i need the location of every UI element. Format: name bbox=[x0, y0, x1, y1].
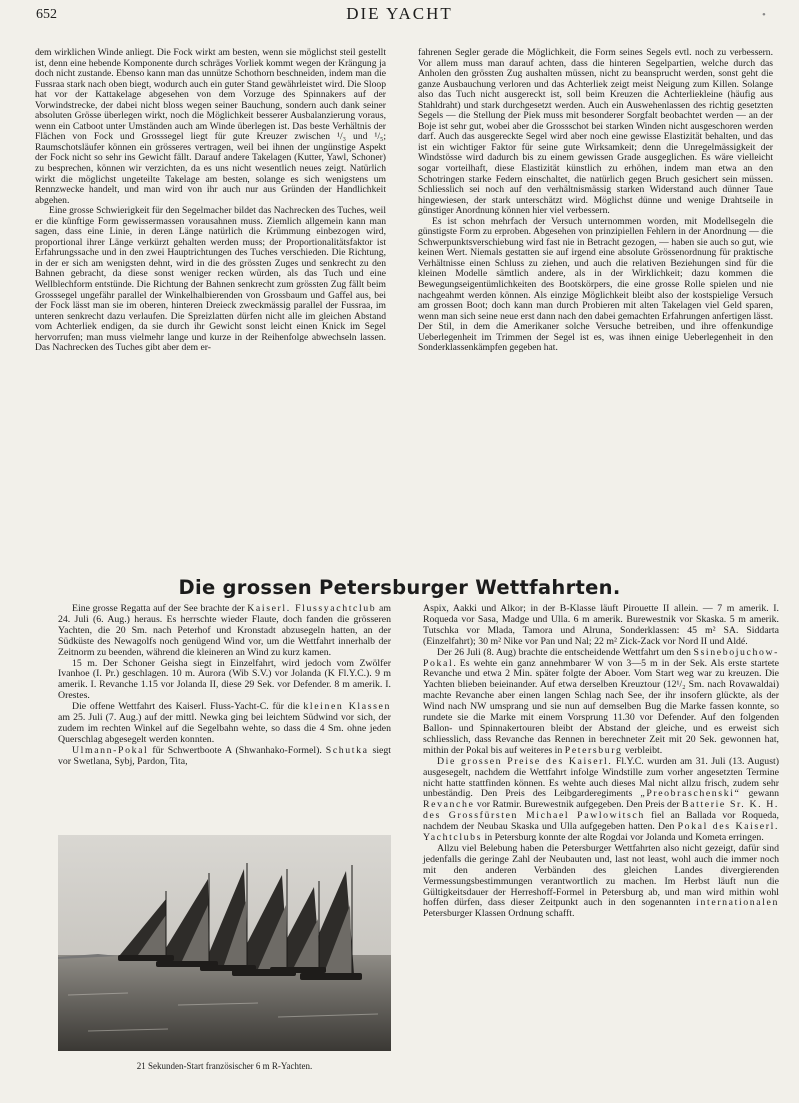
header-dot: • bbox=[762, 9, 766, 21]
text-run: Petersburger Klassen Ordnung schafft. bbox=[423, 908, 575, 920]
text-run: siegt vor Swetlana, Sybj, Pardon, Tita, bbox=[58, 744, 392, 767]
paragraph bbox=[58, 604, 391, 659]
emphasis-text: Ssinebojuchow-Pokal bbox=[423, 646, 779, 669]
paragraph: Eine grosse Schwierigkeit für den Segelmacher bildet das Nachrecken des Tuches, weil er die künftige Form gewissermassen vorausahnen muss. Ziemlich allgemein kann man sagen, dass eine Linie, in deren Länge natürlich die Krümmung einbezogen wird, proportional ihrer Länge verkürzt gehalten werden muss; der Proportionalitätsfaktor ist Erfahrungssache und in den zwei Hauptrichtungen des Tuches verschieden. Die Richtung, in der er sich am wenigsten dehnt, wird in die des grössten Zuges und senkrecht zu den Bahnen gebracht, da diese sonst weniger recken würden, als das Tuch und eine Wellblechform entstünde. Die Richtung der Bahnen senkrecht zum grössten Zug fällt beim Grosssegel ungefähr parallel der Winkelhalbierenden von Grossbaum und Gaffel aus, bei der Fock lässt man sie im oberen, hinteren Dreieck zweckmässig parallel der Fussraa, im unteren senkrecht dazu verlaufen. Die Spreizlatten dürfen nicht alle im gleichen Abstand vom Achterliek endigen, da sie durch ihr Gewicht sonst leicht einen Knick im Segel hervorrufen; man muss vielmehr lange und kurze in der Reihenfolge abwechseln lassen. Das Nachrecken des Tuches gibt aber dem er- bbox=[35, 205, 386, 354]
page-number: 652 bbox=[36, 7, 57, 22]
text-run: für Schwertboote A (Shwanhako-Formel). bbox=[148, 744, 326, 756]
text-run: . Es wehte ein ganz annehmbarer W von 3—5 m in der Sek. Als erste startete Revanche und etwa 2 Min. später folgte der Aboer. Vom Start weg war zu kreuzen. Die Yachten blieben beieinander. Auf etwa derselben Kreuztour (12¹/₂ Sm. nach Rovawaldai) machte Revanche aber einen langen Schlag nach See, der ihr insofern glückte, als der Wind nach NW umsprang und sie nun auf demselben Bug die Marke fassen konnte, so rundete sie die Marke mit einem Vorsprung 11.30 vor Defender. Auf den folgenden Ballon- und Spinnakertouren bleibt der Abstand der gleiche, und es erweist sich schliesslich, dass Revanche das Rennen in berechneter Zeit mit 20 Sek. gewonnen hat, mithin der Pokal bis auf weiteres in bbox=[423, 657, 779, 756]
top-right-column bbox=[418, 48, 773, 354]
paragraph bbox=[423, 844, 779, 920]
article-left-column bbox=[58, 604, 391, 768]
text-run: in Petersburg konnte der alte Rogdai vor Jolanda und Kometa erringen. bbox=[482, 832, 764, 844]
emphasis-text: Petersburg bbox=[564, 744, 623, 756]
regatta-photo bbox=[58, 835, 391, 1051]
text-run: vor Ratmir. Burewestnik aufgegeben. Den Preis der bbox=[474, 799, 683, 811]
paragraph: fahrenen Segler gerade die Möglichkeit, die Form seines Segels evtl. noch zu verbessern. Vor allem muss man darauf achten, dass die hinteren Segelpartien, welche durch das Anholen den grössten Zug aushalten müssen, nicht zu beansprucht werden, sonst geht die ganze Ausbauchung verloren und das Achterliek zeigt meist Neigung zum Killen. Solange also das Tuch nicht ausgereckt ist, soll beim Kreuzen die Achterliekleine (häufig aus Stahldraht) und stark durchgesetzt werden. Auch ein Auswehenlassen des richtig gesetzten Segels — die Stellung der Piek muss mit besonderer Sorgfalt beobachtet werden — an der Boje ist sehr gut, wobei aber die Grossschot bei starken Winden nicht ausgeschoren werden darf. Auch das ausgereckte Segel wird aber noch eine gewisse Elastizität behalten, und das ist ein wichtiger Faktor für seine gute Wirksamkeit; denn die Unregelmässigkeit der Windstösse wird dadurch bis zu einem gewissen Grade ausgeglichen. Es wäre vielleicht sogar vorteilhaft, diese Elastizität künstlich zu erhöhen, indem man etwa an den Schotringen starke Federn einschaltet, die natürlich gegen Bruch gesichert sein müssen. Schliesslich sei noch auf den verhältnismässig starken Widerstand auch dünner Taue hingewiesen, der stark unterschätzt wird. Möglichst dünne und wenige Drahtseile in günstiger Anordnung können hier viel verbessern. bbox=[418, 47, 773, 217]
text-run: Fl.Y.C. wurden am 31. Juli (13. August) ausgesegelt, nachdem die Wettfahrt infolge Windstille zum vorher angesetzten Termine nicht hatte stattfinden können. Es wehte auch dieses Mal nicht allzu frisch, zudem sehr unbeständig. Den Preis des Leibgarderegiments bbox=[423, 755, 779, 800]
photo-caption: 21 Sekunden-Start französischer 6 m R-Yachten. bbox=[136, 1061, 313, 1071]
emphasis-text: Die grossen Preise des Kaiserl. bbox=[437, 755, 613, 767]
paragraph bbox=[423, 604, 779, 648]
top-left-column bbox=[35, 48, 386, 354]
text-run: Die offene Wettfahrt des Kaiserl. Fluss-Yacht-C. für die bbox=[72, 701, 304, 713]
text-run: Der 26 Juli (8. Aug) brachte die entscheidende Wettfahrt um den bbox=[437, 646, 694, 658]
emphasis-text: Ulmann-Pokal bbox=[72, 744, 149, 756]
text-run: Aspix, Aakki und Alkor; in der B-Klasse läuft Pirouette II allein. — 7 m amerik. I. Roqueda vor Sasa, Madge und Ulla. 6 m amerik. Burewestnik vor Skaska. 5 m amerik. Tutschka vor Mlada, Tamora und Alruna, Sonderklassen: 45 m² SA. Siddarta (Einzelfahrt); 30 m² Nike vor Pan und Nal; 22 m² Zick-Zack vor Nord II und Aldé. bbox=[423, 603, 779, 647]
paragraph bbox=[423, 648, 779, 757]
paragraph bbox=[423, 757, 779, 844]
emphasis-text: „Preobraschenski“ bbox=[640, 788, 741, 800]
text-run: gewann bbox=[740, 788, 780, 800]
emphasis-text: Revanche bbox=[423, 799, 475, 811]
emphasis-text: internationalen bbox=[696, 897, 779, 909]
emphasis-text: Kaiserl. Flussyachtclub bbox=[247, 603, 377, 614]
article-title: Die grossen Petersburger Wettfahrten. bbox=[178, 576, 621, 599]
text-run: verbleibt. bbox=[622, 744, 663, 756]
emphasis-text: kleinen Klassen bbox=[303, 701, 391, 713]
article-right-column bbox=[423, 604, 779, 920]
paragraph bbox=[58, 746, 391, 768]
emphasis-text: Pokal des Kaiserl. Yachtclubs bbox=[423, 821, 779, 844]
emphasis-text: Schutka bbox=[325, 744, 369, 756]
running-head: DIE YACHT bbox=[346, 4, 453, 23]
text-run: 15 m. Der Schoner Geisha siegt in Einzelfahrt, wird jedoch vom Zwölfer Ivanhoe (I. Pr.) geschlagen. 10 m. Aurora (Wib S.V.) vor Jolanda (K Fl.Y.C.). 9 m amerik. I. Revanche 1.15 vor Jolanda II, diese 29 Sek. vor Defender. 8 m amerik. I. Orestes. bbox=[58, 657, 391, 702]
text-run: Allzu viel Belebung haben die Petersburger Wettfahrten also nicht gezeigt, dafür sind jedenfalls die geringe Zahl der Neubauten und, last not least, wohl auch die immer noch mit den anderen Verbänden des gleichen Landes divergierenden Vermessungsbestimmungen verantwortlich zu machen. Im Herbst läuft nun die Gültigkeitsdauer der Herreshoff-Formel in Petersburg ab, und man wird mithin wohl hoffen dürfen, dass dieser Zeitpunkt auch in den sogenannten bbox=[423, 842, 779, 909]
text-run: Eine grosse Regatta auf der See brachte der bbox=[72, 603, 248, 614]
paragraph bbox=[58, 702, 391, 746]
paragraph bbox=[58, 659, 391, 703]
paragraph: Es ist schon mehrfach der Versuch unternommen worden, mit Modellsegeln die günstigste Form zu erproben. Abgesehen von prinzipiellen Fehlern in der Anordnung — die Schwerpunktsverschiebung wird fast nie in Betracht gezogen, — haben sie auch so gut, wie keinen Wert. Niemals gestatten sie auf irgend eine absolute Grössenordnung für praktische Verhältnisse einen Schluss zu ziehen, und auch die relativen Beziehungen sind für die kleinen Modelle sämtlich andere, als in der Wirklichkeit; dazu kommen die Bewegungseigentümlichkeiten des Bootskörpers, die eine grosse Rolle spielen und nie nachgeahmt werden können. Als einzige Möglichkeit bleibt also der kostspielige Versuch am grossen Boot; doch kann man durch Probieren mit alten Takelagen viel Geld sparen, wenn man sich seine neue erst dann nach den dabei gemachten Erfahrungen anfertigen lässt. Der Stil, in dem die Amerikaner solche Versuche betreiben, und ihre offenkundige Ueberlegenheit im Trimmen der Segel ist es, was ihnen einige Ueberlegenheit in den Sonderklassenkämpfen gegeben hat. bbox=[418, 215, 773, 354]
paragraph: dem wirklichen Winde anliegt. Die Fock wirkt am besten, wenn sie möglichst steil gestellt ist, denn eine hebende Komponente durch schräges Vorliek kommt wegen der Krängung ja doch nicht zustande. Ebenso kann man das unnütze Schothorn beschneiden, indem man die Fussraa stark nach oben biegt, wodurch auch ein guter Stand gewährleistet wird. Die Sloop hat vor der Kattakelage abgesehen von dem Vorzuge des Spinnakers auf der Vorwindstrecke, der dabei nicht bloss wegen seiner Bauchung, sondern auch dank seiner absoluten Grösse überlegen wirkt, noch die Möglichkeit besserer Ausbalanzierung voraus, wenn ein Catboot unter Umständen auch am Winde überlegen ist. Das beste Verhältnis der Flächen von Fock und Grosssegel liegt für gute Kreuzer zwischen ¹/₃ und ¹/₅; Raumschotsläufer können ein grösseres vertragen, weil bei ihnen der ungünstige Aspekt der Fock nicht so sehr ins Gewicht fällt. Darauf andere Takelagen (Kutter, Yawl, Schoner) zu besprechen, können wir verzichten, da es uns nicht wesentlich neues zeigt. Natürlich wirkt die möglichst ungeteilte Takelage am besten, solange es sich wenigstens um Rennzwecke handelt, und man wird von ihr auch nur aus Gründen der Handlichkeit abgehen. bbox=[35, 47, 386, 206]
text-run: fiel an Ballada vor Roqueda, nachdem der Neubau Skaska und Ulla aufgegeben hatten. Den bbox=[423, 810, 779, 833]
text-run: am 25. Juli (7. Aug.) auf der mittl. Newka ging bei leichtem Südwind vor sich, der zudem im rechten Winkel auf die Segelbahn wehte, so dass die 4 Sm. ohne jeden Querschlag abgesegelt werden konnten. bbox=[58, 712, 391, 745]
emphasis-text: Batterie Sr. K. H. des Grossfürsten Michael Pawlowitsch bbox=[423, 799, 779, 822]
text-run: am 24. Juli (6. Aug.) heraus. Es herrschte wieder Flaute, doch fanden die grösseren Yachten, die 20 Sm. nach Peterhof und Kronstadt abzusegeln hatten, an der Südküste des Newagolfs noch genügend Wind vor, um die Wettfahrt innerhalb der Zeitnorm zu beenden, während die kleineren an Wind zu kurz kamen. bbox=[58, 603, 391, 658]
sailboats-image bbox=[58, 835, 391, 1051]
